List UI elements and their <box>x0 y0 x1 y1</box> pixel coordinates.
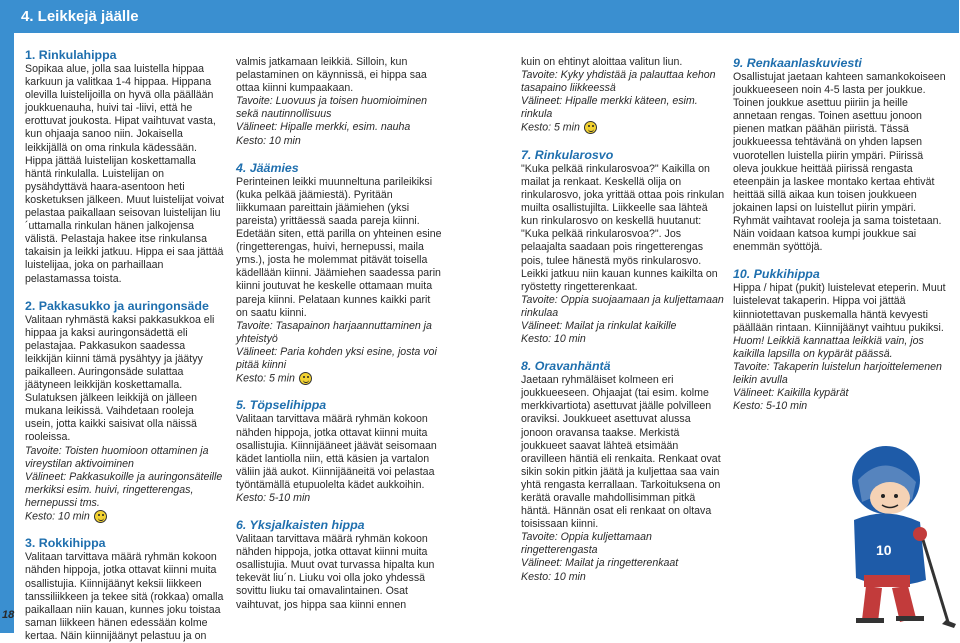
section-body-pakkasukko: Valitaan ryhmästä kaksi pakkasukkoa eli hippaa ja kaksi auringonsädettä eli pelastajaa. Pakkasukon saadessa leikkijän kiinni tämä pysähtyy ja jäätyy paikalleen. Auringonsäde sulattaa jäätyneen leikkijän koskettamalla. Sulatuksen jälkeen leikkijä on jälleen mukana leikissä. Vaihdetaan rooleja usein, jotta kaikki saisivat olla näissä rooleissa. <box>25 313 215 444</box>
jersey-number: 10 <box>876 542 892 558</box>
section-title-oravanhanta: 8. Oravanhäntä <box>521 359 611 374</box>
kesto-pakkasukko: Kesto: 10 min <box>25 510 225 523</box>
column-4 <box>733 56 951 413</box>
section-body-rokkihippa: Valitaan tarvittava määrä ryhmän kokoon nähden hippoja, jotka ottavat kiinni muita osallistujia. Kiinnijäänyt keksii liikkeen tanssiliikkeen ja tekee sitä (rokkaa) omalla paikallaan niin kauan, kunnes joku toistaa saman liikkeen hänen edessään kolme kertaa. Näin kiinnijäänyt pelastuu ja on <box>25 551 224 642</box>
section-title-yksjalkaisten: 6. Yksjalkaisten hippa <box>236 518 365 533</box>
tavoite-yksjalkaisten: Tavoite: Kyky yhdistää ja palauttaa kehon tasapaino liikkeessä <box>521 69 716 95</box>
smiley-icon <box>584 121 597 134</box>
section-title-pakkasukko: 2. Pakkasukko ja auringonsäde <box>25 298 209 313</box>
section-title-pukkihippa: 10. Pukkihippa <box>733 267 820 282</box>
section-body-yksjalkaisten-cont: kuin on ehtinyt aloittaa valitun liun. <box>521 56 683 68</box>
kesto-topselihippa: Kesto: 5-10 min <box>236 492 311 505</box>
valineet-oravanhanta: Välineet: Mailat ja ringetterenkaat <box>521 557 679 570</box>
section-body-rokkihippa-cont: valmis jatkamaan leikkiä. Silloin, kun pelastaminen on käynnissä, ei hippa saa ottaa kiinni kumpaakaan. <box>236 56 427 95</box>
page-title: 4. Leikkejä jäälle <box>21 8 139 25</box>
column-2 <box>236 56 444 612</box>
section-body-rinkularosvo: "Kuka pelkää rinkularosvoa?" Kaikilla on mailat ja renkaat. Keskellä olija on rinkularosvo, joka yrittää ottaa pois rinkulan muilta osallistujilta. Liikkeelle saa lähteä kun rinkularosvo on keskellä huutanut: "Kuka pelkää rinkularosvoa?". Jos pelaajalta saadaan pois ringetterengas pois, tulee hänestä myös rinkularosvo. Leikki jatkuu niin kauan kunnes kaikilta on ryöstetty ringetterenkaat. <box>521 162 725 293</box>
column-3 <box>521 56 725 584</box>
section-title-renkaanlaskuviesti: 9. Renkaanlaskuviesti <box>733 56 862 70</box>
header-bar <box>0 0 959 33</box>
kesto-yksjalkaisten: Kesto: 5 min <box>521 121 725 134</box>
tavoite-jaamies: Tavoite: Tasapainon harjaannuttaminen ja yhteistyö <box>236 319 432 345</box>
leg-icon <box>862 586 882 622</box>
tavoite-oravanhanta: Tavoite: Oppia kuljettamaan ringetterengasta <box>521 531 652 557</box>
tavoite-rokkihippa: Tavoite: Luovuus ja toisen huomioiminen sekä nautinnollisuus <box>236 95 428 121</box>
section-title-rinkulahippa: 1. Rinkulahippa <box>25 48 117 62</box>
valineet-pukkihippa: Välineet: Kaikilla kypärät <box>733 387 849 400</box>
kesto-oravanhanta: Kesto: 10 min <box>521 570 586 583</box>
section-body-oravanhanta: Jaetaan ryhmäläiset kolmeen eri joukkueeseen. Ohjaajat (tai esim. kolme merkkivartiota) asettuvat jäälle polvilleen oraviksi. Joukkueet asettuvat alussa jonoon oravansa taakse. Merkistä joukkueet saavat lähteä etsimään oravilleen häntiä eli renkaita. Renkaat ovat sikin sokin pitkin jäätä ja kuljettaa saa vain yhtä rengasta kerrallaan. Tarkoituksena on kerätä oravalle mahdollisimman pitkä häntä. Hännän osat eli renkaat on oltava toisissaan kiinni. <box>521 374 721 531</box>
valineet-rinkularosvo: Välineet: Mailat ja rinkulat kaikille <box>521 319 677 332</box>
section-title-topselihippa: 5. Töpselihippa <box>236 398 327 413</box>
section-title-rokkihippa: 3. Rokkihippa <box>25 536 106 551</box>
section-body-renkaanlaskuviesti: Osallistujat jaetaan kahteen samankokoiseen joukkueeseen noin 4-5 lasta per joukkue. Toinen joukkue asettuu piiriin ja heille annetaan rengas. Toinen asettuu jonoon pienen matkan päähän piiristä. Tässä joukkueessa tehtävänä on yhden lapsen vuorotellen luistella piirin ympäri. Piirissä oleva joukkue heittää piirissä rengasta eteenpäin ja laskee montako kertaa ehtivät heittää sillä aikaa kun toisen joukkueen jokainen lapsi on luistellut piirin ympäri. Ryhmät vaihtavat rooleja ja sama toistetaan. Näin voidaan katsoa kumpi joukkue sai enemmän syöttöjä. <box>733 71 946 254</box>
section-body-jaamies: Perinteinen leikki muunneltuna parileikiksi (kuka pelkää jäämiestä). Pyritään liikkumaan pareittain jäämiehen (yksi pareista) yrittäessä saada pareja kiinni. Edetään siten, että parilla on yhteinen esine (ringetterengas, huivi, hernepussi, maila yms.), josta he molemmat pitävät toisella kädellään kiinni. Jäämiehen saadessa parin kiinni joutuvat he keskelle ottamaan muita pareja kiinni. Pelataan kunnes kaikki parit on saatu kiinni. <box>236 175 442 319</box>
tavoite-pakkasukko: Tavoite: Toisten huomioon ottaminen ja vireystilan aktivoiminen <box>25 444 209 470</box>
face-icon <box>870 482 910 514</box>
valineet-pakkasukko: Välineet: Pakkasukoille ja auringonsäteille merkiksi esim. huivi, ringetterengas, hernepussi tms. <box>25 470 223 509</box>
sidebar-stripe <box>0 33 14 633</box>
section-body-yksjalkaisten: Valitaan tarvittava määrä ryhmän kokoon nähden hippoja, jotka ottavat kiinni muita osallistujia. Muut ovat turvassa hipalta kun tekevät liu´n. Liuku voi olla joko yhdessä sovittu liuku tai omavalintainen. Osat vaihtuvat, jos hippa saa kiinni ennen <box>236 533 435 611</box>
section-body-pukkihippa: Hippa / hipat (pukit) luistelevat eteperin. Muut luistelevat takaperin. Hippa voi jättää kiinniotettavan puskemalla häntä kevyesti päällään rintaan. Kiinnijäänyt vaihtuu pukiksi. Huom! Leikkiä kannattaa leikkiä vain, jos kaikilla lapsilla on kypärät päässä. <box>733 282 946 360</box>
section-body-rinkulahippa: Sopikaa alue, jolla saa luistella hippaa karkuun ja valitkaa 1-4 hippaa. Hippana olevilla luistelijoilla on hyvä olla päällään joukkuenauha, huivi tai -liivi, että he erottuvat joukosta. Hipat vaihtuvat vasta, kun ohjaaja sanoo niin. Jokaisella leikkijällä on oma rinkula kädessään. Hippa jättää luistelijan koskettamalla häntä rinkulalla. Luistelijan on pysähdyttävä haara-asentoon heti kosketuksen jälkeen. Muut luistelijat voivat pelastaa paikallaan seisovan luistelijan liu´uttamalla rinkulan hänen jalkojensa välistä. Pelastaja hakee itse rinkulansa takaisin ja leikki jatkuu. Hippa ei saa jättää luistelijaa, joka on parhaillaan pelastamassa toista. <box>25 63 225 285</box>
column-1 <box>25 48 225 643</box>
smiley-icon <box>94 510 107 523</box>
valineet-jaamies: Välineet: Paria kohden yksi esine, josta voi pitää kiinni <box>236 345 437 371</box>
kesto-pukkihippa: Kesto: 5-10 min <box>733 400 808 413</box>
kesto-jaamies: Kesto: 5 min <box>236 372 444 385</box>
tavoite-rinkularosvo: Tavoite: Oppia suojaamaan ja kuljettamaan rinkulaa <box>521 293 724 319</box>
kesto-rinkularosvo: Kesto: 10 min <box>521 333 586 346</box>
section-title-rinkularosvo: 7. Rinkularosvo <box>521 147 614 162</box>
hockey-player-illustration <box>820 410 960 630</box>
kesto-rokkihippa: Kesto: 10 min <box>236 134 301 147</box>
tavoite-pukkihippa: Tavoite: Takaperin luistelun harjoittelemenen leikin avulla <box>733 360 942 386</box>
valineet-rokkihippa: Välineet: Hipalle merkki, esim. nauha <box>236 121 411 134</box>
section-body-topselihippa: Valitaan tarvittava määrä ryhmän kokoon nähden hippoja, jotka ottavat kiinni muita osallistujia. Kiinnijääneet jäävät seisomaan kädet lantiolla niin, että käsien ja vartalon väliin jää aukot. Kiinnijääneitä voi pelastaa työntämällä etupuolelta kädet aukkoihin. <box>236 413 437 491</box>
smiley-icon <box>299 372 312 385</box>
glove-icon <box>913 527 927 541</box>
page-number: 18 <box>2 609 15 621</box>
valineet-yksjalkaisten: Välineet: Hipalle merkki käteen, esim. rinkula <box>521 95 698 121</box>
section-title-jaamies: 4. Jäämies <box>236 160 299 175</box>
